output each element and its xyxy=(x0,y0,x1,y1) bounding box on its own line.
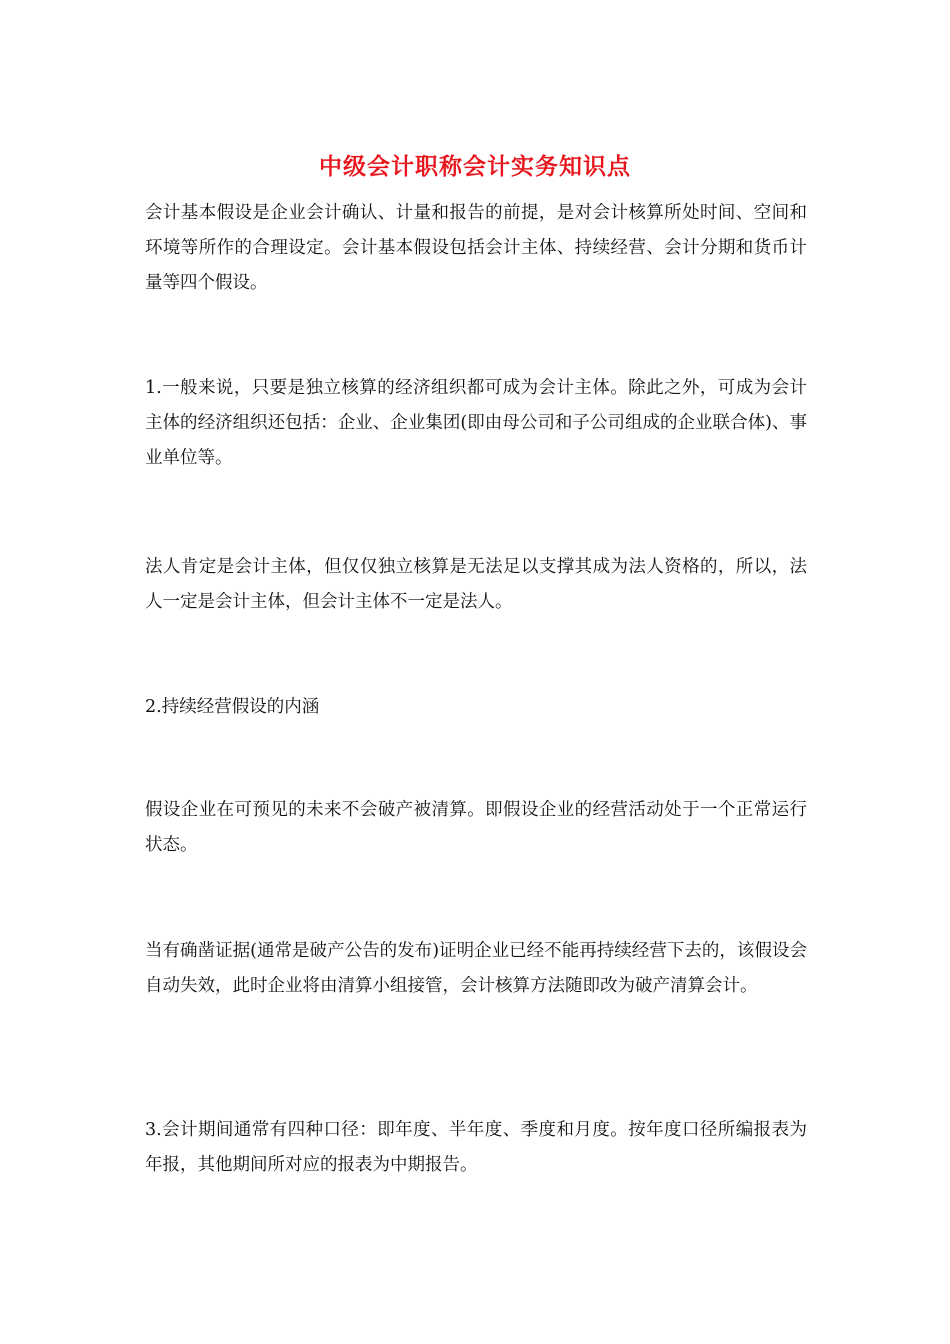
paragraph-accounting-periods: 3.会计期间通常有四种口径：即年度、半年度、季度和月度。按年度口径所编报表为年报，其他期间所对应的报表为中期报告。 xyxy=(145,1120,807,1175)
paragraph-legal-person: 法人肯定是会计主体，但仅仅独立核算是无法足以支撑其成为法人资格的，所以，法人一定是会计主体，但会计主体不一定是法人。 xyxy=(145,557,807,612)
paragraph-accounting-entity: 1.一般来说，只要是独立核算的经济组织都可成为会计主体。除此之外，可成为会计主体的经济组织还包括：企业、企业集团(即由母公司和子公司组成的企业联合体)、事业单位等。 xyxy=(145,378,807,468)
paragraph-accounting-assumptions: 会计基本假设是企业会计确认、计量和报告的前提，是对会计核算所处时间、空间和环境等所作的合理设定。会计基本假设包括会计主体、持续经营、会计分期和货币计量等四个假设。 xyxy=(145,203,807,293)
document-title: 中级会计职称会计实务知识点 xyxy=(319,153,631,180)
paragraph-liquidation: 当有确凿证据(通常是破产公告的发布)证明企业已经不能再持续经营下去的，该假设会自动失效，此时企业将由清算小组接管，会计核算方法随即改为破产清算会计。 xyxy=(145,941,807,996)
paragraph-going-concern-assumption: 假设企业在可预见的未来不会破产被清算。即假设企业的经营活动处于一个正常运行状态。 xyxy=(145,800,807,855)
paragraph-going-concern-heading: 2.持续经营假设的内涵 xyxy=(145,697,320,717)
